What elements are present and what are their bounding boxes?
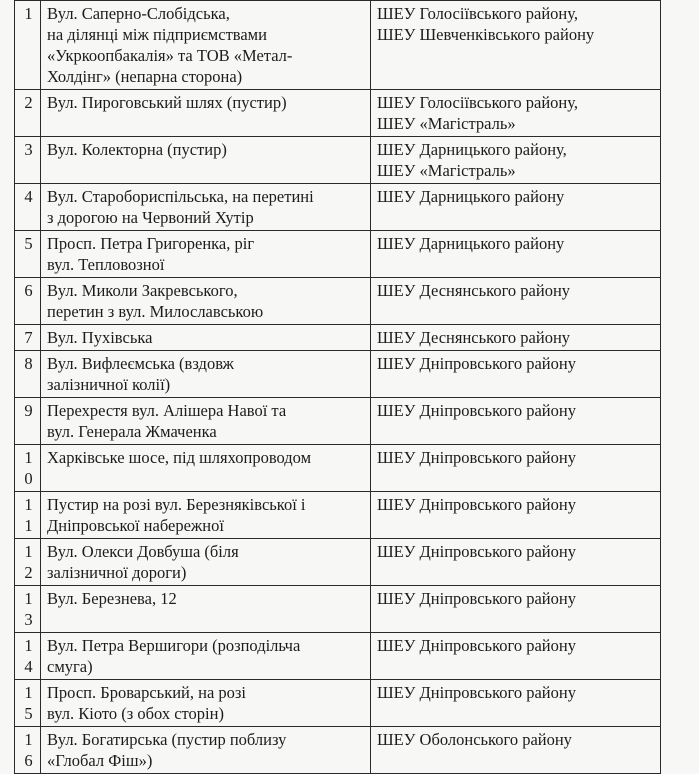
organization-line: ШЕУ Деснянського району (377, 328, 571, 347)
row-number: 5 (15, 231, 41, 278)
location-line: на ділянці між підприємствами (47, 25, 267, 44)
location-line: Перехрестя вул. Алішера Навої та (47, 401, 287, 420)
location-line: вул. Тепловозної (47, 255, 165, 274)
organization-line: ШЕУ Дніпровського району (377, 401, 576, 420)
row-number: 13 (15, 586, 41, 633)
location-line: Вул. Олекси Довбуша (біля (47, 542, 239, 561)
table-row (15, 539, 661, 586)
location-line: Вул. Богатирська (пустир поблизу (47, 730, 287, 749)
location-line: Вул. Петра Вершигори (розподільча (47, 636, 301, 655)
row-number: 3 (15, 137, 41, 184)
location-line: Вул. Березнева, 12 (47, 589, 177, 608)
organization-line: ШЕУ Голосіївського району, (377, 93, 578, 112)
organization-cell (371, 539, 661, 586)
location-line: Вул. Пухівська (47, 328, 153, 347)
row-number: 14 (15, 633, 41, 680)
location-line: Вул. Колекторна (пустир) (47, 140, 227, 159)
organization-line: ШЕУ «Магістраль» (377, 114, 516, 133)
organization-line: ШЕУ Шевченківського району (377, 25, 595, 44)
location-line: з дорогою на Червоний Хутір (47, 208, 254, 227)
table-row (15, 351, 661, 398)
organization-line: ШЕУ Дарницького району (377, 234, 565, 253)
organization-line: ШЕУ Дарницького району, (377, 140, 567, 159)
row-number: 2 (15, 90, 41, 137)
location-cell (41, 184, 371, 231)
location-line: «Глобал Фіш») (47, 751, 153, 770)
organization-line: ШЕУ Дніпровського району (377, 448, 576, 467)
location-cell (41, 398, 371, 445)
organization-cell (371, 633, 661, 680)
row-number: 6 (15, 278, 41, 325)
row-number: 12 (15, 539, 41, 586)
location-cell (41, 90, 371, 137)
organization-line: ШЕУ Оболонського району (377, 730, 572, 749)
table-row (15, 445, 661, 492)
organization-cell (371, 231, 661, 278)
table-row (15, 184, 661, 231)
location-line: Вул. Старобориспільська, на перетині (47, 187, 314, 206)
location-line: смуга) (47, 657, 93, 676)
organization-cell (371, 351, 661, 398)
location-line: Холдінг» (непарна сторона) (47, 67, 243, 86)
table-row (15, 325, 661, 351)
location-cell (41, 586, 371, 633)
location-cell (41, 325, 371, 351)
table-row (15, 398, 661, 445)
location-cell (41, 492, 371, 539)
location-cell (41, 137, 371, 184)
organization-line: ШЕУ Дніпровського району (377, 542, 576, 561)
organization-line: ШЕУ Дніпровського району (377, 495, 576, 514)
organization-line: ШЕУ «Магістраль» (377, 161, 516, 180)
organization-cell (371, 445, 661, 492)
location-cell (41, 633, 371, 680)
location-line: Просп. Петра Григоренка, ріг (47, 234, 255, 253)
table-row (15, 231, 661, 278)
table-row (15, 137, 661, 184)
location-line: Просп. Броварський, на розі (47, 683, 247, 702)
row-number: 11 (15, 492, 41, 539)
organization-cell (371, 90, 661, 137)
location-cell (41, 727, 371, 774)
location-cell (41, 539, 371, 586)
row-number: 16 (15, 727, 41, 774)
table-row (15, 633, 661, 680)
location-cell (41, 351, 371, 398)
location-cell (41, 231, 371, 278)
organization-line: ШЕУ Деснянського району (377, 281, 571, 300)
row-number: 7 (15, 325, 41, 351)
location-cell (41, 1, 371, 90)
table-row (15, 278, 661, 325)
row-number: 4 (15, 184, 41, 231)
organization-cell (371, 680, 661, 727)
organization-cell (371, 278, 661, 325)
location-line: залізничної колії) (47, 375, 171, 394)
row-number: 10 (15, 445, 41, 492)
row-number: 1 (15, 1, 41, 90)
location-cell (41, 278, 371, 325)
organization-cell (371, 492, 661, 539)
location-line: Вул. Пироговський шлях (пустир) (47, 93, 287, 112)
table-row (15, 1, 661, 90)
table-row (15, 586, 661, 633)
location-line: Пустир на розі вул. Березняківської і (47, 495, 306, 514)
location-cell (41, 680, 371, 727)
location-line: перетин з вул. Милославською (47, 302, 264, 321)
location-cell (41, 445, 371, 492)
organization-line: ШЕУ Дніпровського району (377, 589, 576, 608)
organization-cell (371, 586, 661, 633)
organization-cell (371, 137, 661, 184)
organization-cell (371, 1, 661, 90)
location-line: залізничної дороги) (47, 563, 187, 582)
location-line: Вул. Вифлеємська (вздовж (47, 354, 234, 373)
location-line: Дніпровської набережної (47, 516, 224, 535)
table-row (15, 90, 661, 137)
row-number: 8 (15, 351, 41, 398)
table-row (15, 727, 661, 774)
location-line: «Укркоопбакалія» та ТОВ «Метал- (47, 46, 293, 65)
table-body (15, 1, 661, 774)
location-line: вул. Кіото (з обох сторін) (47, 704, 224, 723)
organization-line: ШЕУ Дніпровського району (377, 683, 576, 702)
locations-table (14, 0, 661, 774)
organization-cell (371, 325, 661, 351)
organization-line: ШЕУ Дніпровського району (377, 636, 576, 655)
organization-cell (371, 727, 661, 774)
row-number: 9 (15, 398, 41, 445)
organization-line: ШЕУ Дніпровського району (377, 354, 576, 373)
location-line: Харківське шосе, під шляхопроводом (47, 448, 312, 467)
table-row (15, 680, 661, 727)
location-line: Вул. Миколи Закревського, (47, 281, 238, 300)
location-line: Вул. Саперно-Слобідська, (47, 4, 230, 23)
row-number: 15 (15, 680, 41, 727)
location-line: вул. Генерала Жмаченка (47, 422, 217, 441)
organization-line: ШЕУ Дарницького району (377, 187, 565, 206)
organization-cell (371, 398, 661, 445)
organization-line: ШЕУ Голосіївського району, (377, 4, 578, 23)
organization-cell (371, 184, 661, 231)
table-row (15, 492, 661, 539)
